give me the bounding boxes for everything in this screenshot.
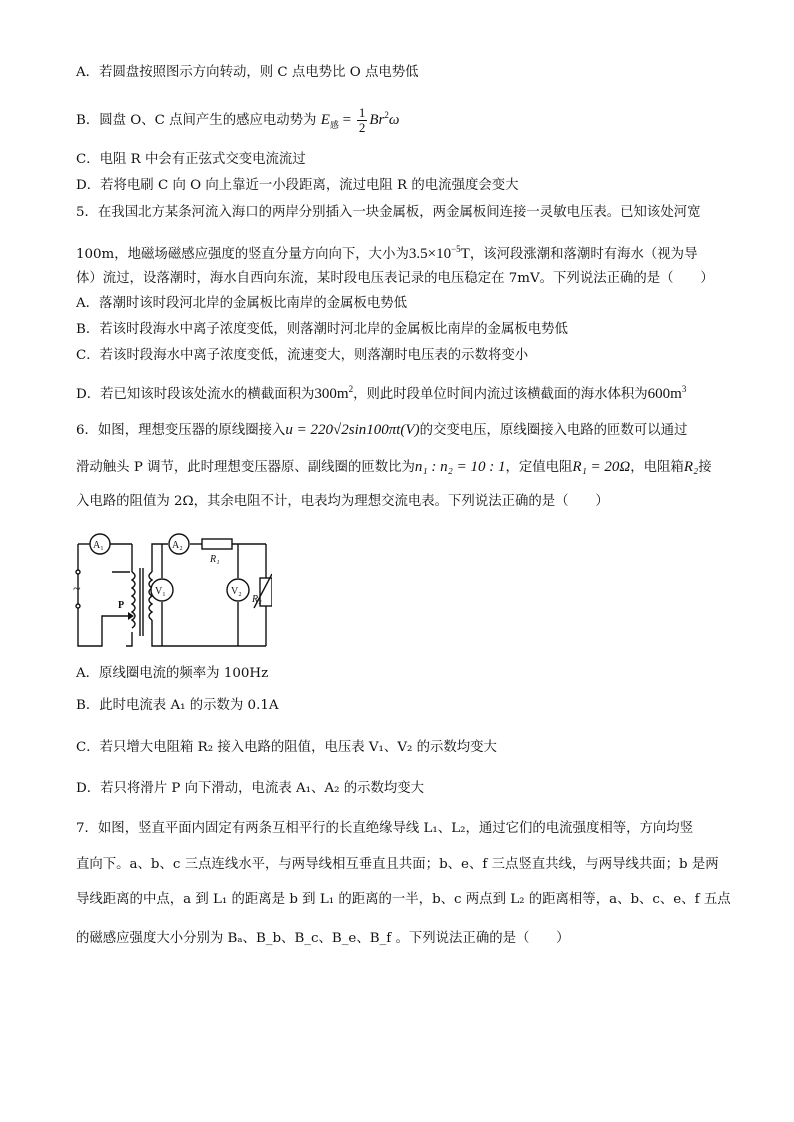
q7-stem-line4: 的磁感应强度大小分别为 Bₐ、B_b、B_c、B_e、B_f 。下列说法正确的是（ ）: [76, 931, 570, 946]
q5-option-c: C．若该时段海水中离子浓度变低，流速变大，则落潮时电压表的示数将变小: [76, 348, 529, 363]
volume-value: [648, 386, 687, 402]
q6-stem-line3: 入电路的阻值为 2Ω，其余电阻不计，电表均为理想交流电表。下列说法正确的是（ ）: [76, 494, 609, 509]
voltmeter-v1-label: V₁: [155, 586, 166, 597]
resistor-r1-label: R₁: [210, 554, 220, 565]
volume-exponent: 3: [681, 384, 687, 394]
fraction-denominator: 2: [358, 120, 366, 136]
q6-option-b: B．此时电流表 A₁ 的示数为 0.1A: [76, 698, 279, 713]
transformer-circuit-diagram: [72, 528, 272, 648]
q5-option-d: [76, 380, 686, 404]
q5-option-d-b: ，则此时段单位时间内流过该横截面的海水体积为: [353, 387, 648, 402]
q5-stem-line3: 体）流过，设落潮时，海水自西向东流，某时段电压表记录的电压稳定在 7mV。下列说法正确的是（ ）: [76, 271, 714, 286]
turns-ratio: n₁ : n₂ = 10 : 1: [414, 459, 506, 475]
q6-stem-line2a: 滑动触头 P 调节，此时理想变压器原、副线圈的匝数比为: [76, 460, 415, 475]
fraction-numerator: 1: [358, 105, 366, 121]
q6-option-a: A．原线圈电流的频率为 100Hz: [76, 666, 269, 681]
area-value: [314, 386, 353, 402]
emf-subscript: 感: [329, 120, 339, 130]
ammeter-a1-label: A₁: [93, 540, 104, 551]
q4-option-d: D．若将电刷 C 向 O 向上靠近一小段距离，流过电阻 R 的电流强度会变大: [76, 178, 519, 193]
q5-option-d-a: D．若已知该时段该处流水的横截面积为: [76, 387, 315, 402]
q6-stem-line1a: 6．如图，理想变压器的原线圈接入: [76, 423, 286, 438]
q6-stem-line2c: ，电阻箱: [630, 460, 684, 475]
q7-stem-line2: 直向下。a、b、c 三点连线水平，与两导线相互垂直且共面；b、e、f 三点竖直共线，与两导线共面；b 是两: [76, 857, 719, 872]
emf-formula: [320, 105, 400, 136]
voltage-formula: u = 220√2sin100πt(V): [285, 422, 420, 438]
q4-option-b-text: B．圆盘 O、C 点间产生的感应电动势为: [76, 113, 317, 128]
emf-equals: =: [338, 112, 355, 128]
q4-option-c: C．电阻 R 中会有正弦式交变电流流过: [76, 152, 306, 167]
area-number: 300m: [314, 386, 349, 402]
voltmeter-v2-label: V₂: [231, 586, 242, 597]
r1-value: R₁ = 20Ω: [572, 459, 631, 475]
emf-symbol: E: [320, 112, 330, 128]
q5-option-a: A．落潮时该时段河北岸的金属板比南岸的金属板电势低: [76, 296, 408, 311]
field-magnitude: [409, 246, 470, 262]
fraction-half: [357, 106, 368, 135]
q6-option-c: C．若只增大电阻箱 R₂ 接入电路的阻值，电压表 V₁、V₂ 的示数均变大: [76, 740, 497, 755]
q6-stem-line2d: 接: [698, 460, 712, 475]
q4-option-b: [76, 106, 399, 135]
emf-br: Br: [369, 112, 385, 128]
q6-stem-line1: [76, 421, 687, 440]
q6-stem-line1b: 的交变电压，原线圈接入电路的匝数可以通过: [419, 423, 688, 438]
slider-p-label: P: [118, 600, 125, 611]
q6-option-d: D．若只将滑片 P 向下滑动，电流表 A₁、A₂ 的示数均变大: [76, 781, 425, 796]
field-unit: T: [460, 246, 470, 262]
q5-stem-line2a: 100m，地磁场磁感应强度的竖直分量方向向下，大小为: [76, 247, 409, 262]
field-exponent: −5: [451, 244, 461, 254]
q7-stem-line3: 导线距离的中点，a 到 L₁ 的距离是 b 到 L₁ 的距离的一半，b、c 两点到 L₂ 的距离相等，a、b、c、e、f 五点: [76, 892, 731, 907]
ammeter-a2-label: A₂: [172, 540, 183, 551]
q7-stem-line1: 7．如图，竖直平面内固定有两条互相平行的长直绝缘导线 L₁、L₂，通过它们的电流强度相等，方向均竖: [76, 821, 694, 836]
ac-source-symbol: ~: [73, 582, 81, 597]
q4-option-a: A．若圆盘按照图示方向转动，则 C 点电势比 O 点电势低: [76, 65, 419, 80]
q5-stem-line1: 5．在我国北方某条河流入海口的两岸分别插入一块金属板，两金属板间连接一灵敏电压表。已知该处河宽: [76, 205, 701, 220]
emf-power: 2: [384, 110, 389, 120]
r2-symbol: R₂: [683, 459, 699, 475]
area-exponent: 2: [348, 384, 354, 394]
q5-stem-line2b: ，该河段涨潮和落潮时有海水（视为导: [469, 247, 698, 262]
q5-stem-line2: [76, 240, 697, 264]
q6-stem-line2b: ，定值电阻: [505, 460, 573, 475]
volume-number: 600m: [647, 386, 682, 402]
field-value: 3.5×10: [408, 246, 452, 262]
q6-stem-line2: [76, 458, 712, 477]
resistor-r2-label: R₂: [252, 594, 262, 605]
emf-omega: ω: [388, 112, 400, 128]
q5-option-b: B．若该时段海水中离子浓度变低，则落潮时河北岸的金属板比南岸的金属板电势低: [76, 322, 568, 337]
